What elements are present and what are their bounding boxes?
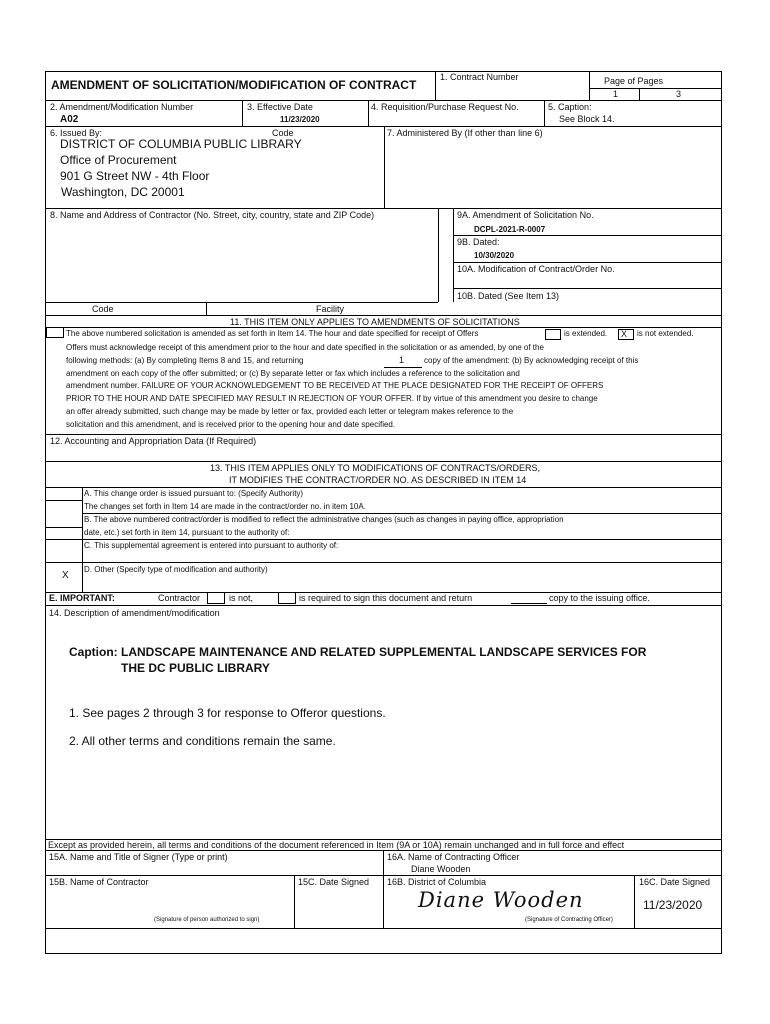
caption-label: 5. Caption: — [548, 102, 592, 112]
dated-label: 9B. Dated: — [457, 237, 500, 247]
effective-date-value: 11/23/2020 — [280, 115, 320, 124]
is-required-label: is required to sign this document and return — [299, 593, 473, 603]
is-required-checkbox[interactable] — [278, 592, 296, 604]
item-11-line-2: Offers must acknowledge receipt of this amendment prior to the hour and date specified in the solicitation or as amended, by one of the — [66, 343, 544, 352]
administered-by-label: 7. Administered By (If other than line 6) — [387, 128, 543, 138]
except-statement: Except as provided herein, all terms and conditions of the document referenced in Item (9A or 10A) remain unchanged and in full force and effect — [48, 840, 625, 850]
issuer-line-3: 901 G Street NW - 4th Floor — [60, 169, 210, 183]
not-extended-mark: X — [621, 329, 628, 339]
issued-code-label: Code — [272, 128, 294, 138]
option-a-line-1: A. This change order is issued pursuant to: (Specify Authority) — [84, 489, 304, 498]
officer-date-value: 11/23/2020 — [643, 898, 703, 912]
facility-label: Facility — [316, 304, 345, 314]
page-number: 1 — [613, 89, 619, 99]
important-contractor: Contractor — [158, 593, 201, 603]
item-13-heading-2: IT MODIFIES THE CONTRACT/ORDER NO. AS DESCRIBED IN ITEM 14 — [229, 475, 527, 485]
item-13-heading-1: 13. THIS ITEM APPLIES ONLY TO MODIFICATIONS OF CONTRACTS/ORDERS, — [210, 463, 541, 473]
item-11-line-6: PRIOR TO THE HOUR AND DATE SPECIFIED MAY RESULT IN REJECTION OF YOUR OFFER. If by virtue of this amendment you desire to change — [66, 394, 598, 403]
dated-value: 10/30/2020 — [474, 251, 515, 260]
option-b-line-2: date, etc.) set forth in item 14, pursuant to the authority of: — [84, 528, 290, 537]
modification-number-label: 10A. Modification of Contract/Order No. — [457, 264, 615, 274]
issuer-line-4: Washington, DC 20001 — [61, 185, 185, 199]
item-11-line-5: amendment number. FAILURE OF YOUR ACKNOWLEDGEMENT TO BE RECEIVED AT THE PLACE DESIGNATED FOR THE RECEIPT OF OFFERS — [66, 381, 604, 390]
page-of-pages-label: Page of Pages — [604, 76, 664, 86]
point-1: 1. See pages 2 through 3 for response to Offeror questions. — [69, 706, 386, 720]
caption-value: See Block 14. — [559, 114, 615, 124]
option-d-line: D. Other (Specify type of modification and authority) — [84, 565, 268, 574]
amendment-solicitation-value: DCPL-2021-R-0007 — [474, 225, 546, 234]
option-a-line-2: The changes set forth in Item 14 are made in the contract/order no. in item 10A. — [84, 502, 366, 511]
amendment-number-value: A02 — [60, 114, 79, 125]
important-label: E. IMPORTANT: — [49, 593, 115, 603]
point-2: 2. All other terms and conditions remain the same. — [69, 734, 336, 748]
item-11-line-3b: copy of the amendment: (b) By acknowledging receipt of this — [424, 356, 639, 365]
form-title: AMENDMENT OF SOLICITATION/MODIFICATION OF CONTRACT — [51, 78, 417, 92]
option-c-line: C. This supplemental agreement is entered into pursuant to authority of: — [84, 541, 339, 550]
is-not-label: is not, — [229, 593, 254, 603]
officer-signature: Diane Wooden — [418, 888, 584, 912]
description-label: 14. Description of amendment/modification — [49, 608, 220, 618]
contractor-address-label: 8. Name and Address of Contractor (No. Street, city, country, state and ZIP Code) — [50, 210, 375, 220]
extended-label: is extended. — [564, 329, 608, 338]
issuer-line-2: Office of Procurement — [60, 153, 177, 167]
item-11-line-1: The above numbered solicitation is amended as set forth in Item 14. The hour and date specified for receipt of Offers — [66, 329, 479, 338]
item-11-line-3: following methods: (a) By completing Items 8 and 15, and returning — [66, 356, 304, 365]
copy-label: copy to the issuing office. — [549, 593, 650, 603]
item-11-line-4: amendment on each copy of the offer submitted; or (c) By separate letter or fax which includes a reference to the solicitation and — [66, 369, 520, 378]
copies-count: 1 — [399, 355, 405, 365]
signer-name-label: 15A. Name and Title of Signer (Type or print) — [49, 852, 228, 862]
contractor-name-label: 15B. Name of Contractor — [49, 877, 149, 887]
extended-checkbox[interactable] — [545, 329, 561, 340]
not-extended-label: is not extended. — [637, 329, 694, 338]
item-11-heading: 11. THIS ITEM ONLY APPLIES TO AMENDMENTS OF SOLICITATIONS — [230, 317, 520, 327]
amendment-form — [45, 71, 722, 954]
contractor-date-label: 15C. Date Signed — [298, 877, 370, 887]
signature-person-caption: (Signature of person authorized to sign) — [154, 917, 260, 923]
caption-line-1: Caption: LANDSCAPE MAINTENANCE AND RELATED SUPPLEMENTAL LANDSCAPE SERVICES FOR — [69, 645, 647, 659]
amendment-number-label: 2. Amendment/Modification Number — [50, 102, 194, 112]
item-11-line-8: solicitation and this amendment, and is received prior to the opening hour and date specified. — [66, 420, 396, 429]
modification-dated-label: 10B. Dated (See Item 13) — [457, 291, 560, 301]
contract-number-label: 1. Contract Number — [440, 72, 519, 82]
contractor-code-label: Code — [92, 304, 114, 314]
officer-date-label: 16C. Date Signed — [639, 877, 711, 887]
option-d-mark: X — [62, 570, 69, 581]
issued-by-label: 6. Issued By: — [50, 128, 103, 138]
page-total: 3 — [676, 89, 682, 99]
caption-line-2: THE DC PUBLIC LIBRARY — [121, 661, 270, 675]
is-not-checkbox[interactable] — [207, 592, 225, 604]
requisition-label: 4. Requisition/Purchase Request No. — [371, 102, 519, 112]
item-11-line-7: an offer already submitted, such change may be made by letter or fax, provided each letter or telegram makes reference to the — [66, 407, 514, 416]
issuer-line-1: DISTRICT OF COLUMBIA PUBLIC LIBRARY — [60, 137, 302, 151]
amendment-solicitation-label: 9A. Amendment of Solicitation No. — [457, 210, 594, 220]
item-11-checkbox[interactable] — [46, 327, 64, 338]
district-label: 16B. District of Columbia — [387, 877, 487, 887]
contracting-officer-label: 16A. Name of Contracting Officer — [387, 852, 520, 862]
effective-date-label: 3. Effective Date — [247, 102, 313, 112]
contracting-officer-name: Diane Wooden — [411, 864, 471, 874]
accounting-data-label: 12. Accounting and Appropriation Data (If Required) — [50, 436, 257, 446]
signature-officer-caption: (Signature of Contracting Officer) — [525, 917, 613, 923]
option-b-line-1: B. The above numbered contract/order is modified to reflect the administrative changes (such as changes in paying office, appropriation — [84, 515, 564, 524]
